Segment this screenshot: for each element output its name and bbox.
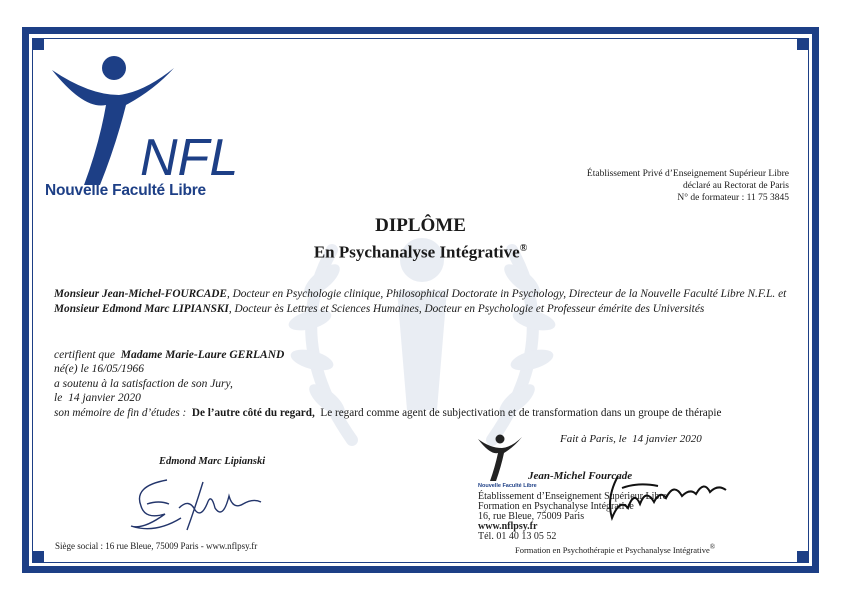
issuer-text: , Docteur ès Lettres et Sciences Humaines, Docteur en Psychologie et Professeur émérite des Universités xyxy=(228,303,705,315)
stamp-line: 16, rue Bleue, 75009 Paris xyxy=(478,511,585,522)
certify-label: certifient que xyxy=(54,349,115,361)
signature-left xyxy=(125,468,275,538)
birth-line xyxy=(54,362,144,377)
logo-tagline: Nouvelle Faculté Libre xyxy=(45,182,206,199)
nfl-logo xyxy=(44,50,239,200)
fait-label: Fait à Paris, le xyxy=(560,433,627,445)
footer-formation xyxy=(515,543,715,555)
memoire-line xyxy=(54,406,721,421)
logo-letters: NFL xyxy=(140,129,239,187)
stamp-line: Formation en Psychanalyse Intégrative xyxy=(478,501,634,512)
formation-mark: ® xyxy=(709,543,716,551)
stamp-logo-tagline: Nouvelle Faculté Libre xyxy=(478,483,537,489)
issuer-text: , Docteur en Psychologie clinique, Philosophical Doctorate in Psychology, Directeur de la Nouvelle Faculté Libre N.F.L. et xyxy=(226,288,787,300)
birth-date: 16/05/1966 xyxy=(91,363,145,375)
establishment-info xyxy=(587,168,789,204)
jury-line: a soutenu à la satisfaction de son Jury, xyxy=(54,378,233,390)
corner-ornament xyxy=(32,551,44,563)
signature-right xyxy=(598,468,738,528)
defense-date: 14 janvier 2020 xyxy=(68,392,141,404)
stamp-line: Tél. 01 40 13 05 52 xyxy=(478,531,557,542)
signatory-left: Edmond Marc Lipianski xyxy=(159,456,266,467)
diploma-title: DIPLÔME xyxy=(375,215,466,236)
memoire-title: De l’autre côté du regard, xyxy=(191,407,315,419)
subtitle-text: En Psychanalyse Intégrative xyxy=(313,242,520,262)
corner-ornament xyxy=(797,38,809,50)
corner-ornament xyxy=(797,551,809,563)
issuer-name: Monsieur Edmond Marc LIPIANSKI xyxy=(54,303,229,315)
place-date xyxy=(560,433,702,445)
stamp-signatory: Jean-Michel Fourcade xyxy=(528,470,633,482)
issuers-paragraph xyxy=(54,287,789,317)
issuer-name: Monsieur Jean-Michel-FOURCADE xyxy=(54,288,227,300)
registered-mark: ® xyxy=(519,243,528,254)
fait-date: 14 janvier 2020 xyxy=(632,433,702,445)
establishment-line: Établissement Privé d’Enseignement Supérieur Libre xyxy=(586,169,789,179)
memoire-label: son mémoire de fin d’études : xyxy=(54,407,187,419)
stamp-line: www.nflpsy.fr xyxy=(478,521,538,532)
footer-siege: Siège social : 16 rue Bleue, 75009 Paris - www.nflpsy.fr xyxy=(55,541,258,551)
recipient-name: Madame Marie-Laure GERLAND xyxy=(120,349,285,361)
stamp-logo xyxy=(474,433,534,485)
stamp-line: Établissement d’Enseignement Supérieur Libre xyxy=(478,491,668,502)
diploma-subtitle xyxy=(0,238,841,264)
certify-line xyxy=(54,348,284,363)
memoire-subtitle: Le regard comme agent de subjectivation et de transformation dans un groupe de thérapie xyxy=(320,407,722,419)
establishment-line: N° de formateur : 11 75 3845 xyxy=(677,193,789,203)
date-prefix: le xyxy=(54,392,63,404)
establishment-line: déclaré au Rectorat de Paris xyxy=(682,181,789,191)
birth-label: né(e) le xyxy=(54,363,89,375)
corner-ornament xyxy=(32,38,44,50)
defense-date-line xyxy=(54,391,141,406)
formation-text: Formation en Psychothérapie et Psychanalyse Intégrative xyxy=(515,544,710,555)
